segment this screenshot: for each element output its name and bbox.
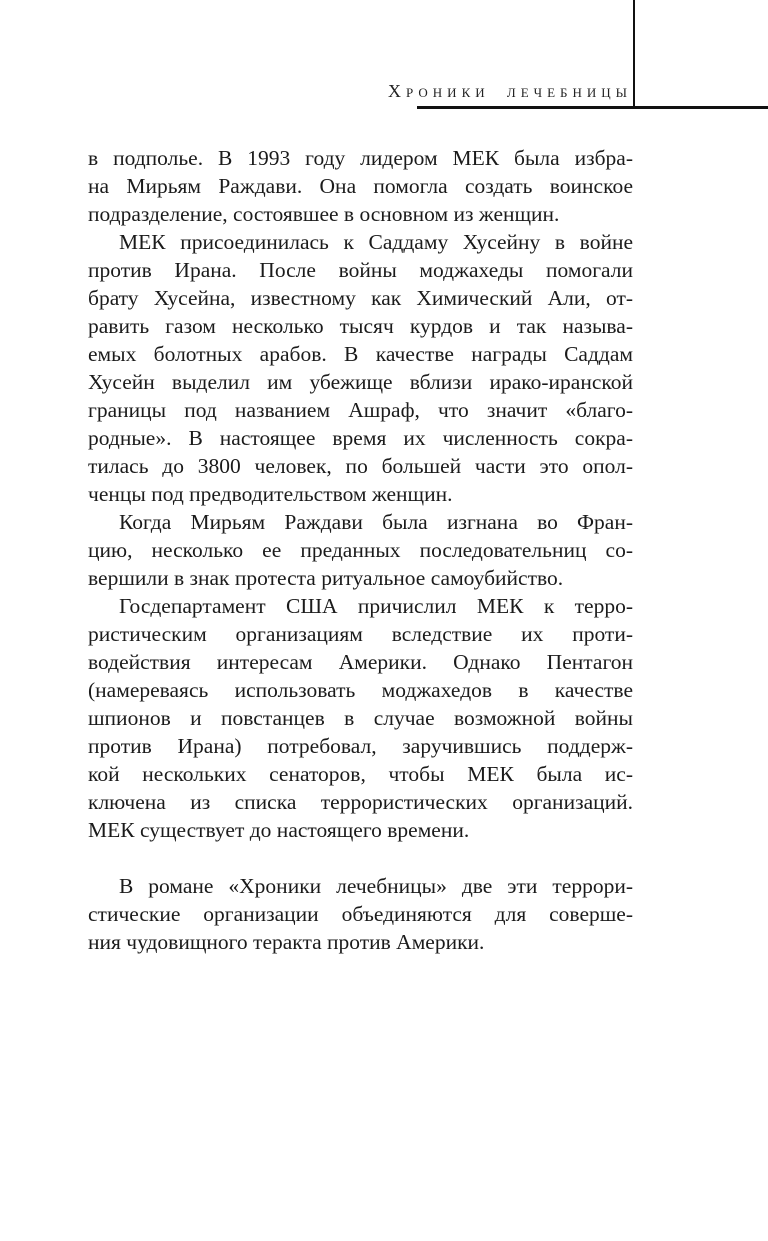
text-line: кой нескольких сенаторов, чтобы МЕК была ис- bbox=[88, 762, 633, 786]
header-vertical-rule bbox=[633, 0, 635, 106]
text-line: против Ирана) потребовал, заручившись поддерж- bbox=[88, 734, 633, 758]
text-line: подразделение, состоявшее в основном из женщин. bbox=[88, 202, 560, 226]
text-line: стические организации объединяются для соверше- bbox=[88, 902, 633, 926]
text-line: МЕК существует до настоящего времени. bbox=[88, 818, 470, 842]
text-line: В романе «Хроники лечебницы» две эти террори- bbox=[119, 874, 633, 898]
text-line: ключена из списка террористических организаций. bbox=[88, 790, 633, 814]
text-line: границы под названием Ашраф, что значит «благо- bbox=[88, 398, 633, 422]
running-header-title: ХРОНИКИ ЛЕЧЕБНИЦЫ bbox=[388, 81, 632, 101]
header-horizontal-rule bbox=[417, 106, 768, 109]
text-line: на Мирьям Раждави. Она помогла создать воинское bbox=[88, 174, 633, 198]
paragraph bbox=[88, 508, 633, 592]
text-line: (намереваясь использовать моджахедов в качестве bbox=[88, 678, 633, 702]
text-line: против Ирана. После войны моджахеды помогали bbox=[88, 258, 633, 282]
paragraph bbox=[88, 592, 633, 844]
text-line: цию, несколько ее преданных последовательниц со- bbox=[88, 538, 633, 562]
text-line: брату Хусейна, известному как Химический Али, от- bbox=[88, 286, 633, 310]
text-line: МЕК присоединилась к Саддаму Хусейну в войне bbox=[119, 230, 633, 254]
paragraph bbox=[88, 872, 633, 956]
text-line: шпионов и повстанцев в случае возможной войны bbox=[88, 706, 633, 730]
text-line: емых болотных арабов. В качестве награды Саддам bbox=[88, 342, 633, 366]
text-line: Госдепартамент США причислил МЕК к терро- bbox=[119, 594, 633, 618]
text-line: ния чудовищного теракта против Америки. bbox=[88, 930, 485, 954]
text-line: в подполье. В 1993 году лидером МЕК была избра- bbox=[88, 146, 633, 170]
text-line: Когда Мирьям Раждави была изгнана во Фран- bbox=[119, 510, 633, 534]
body-text bbox=[88, 144, 633, 956]
text-line: равить газом несколько тысяч курдов и так называ- bbox=[88, 314, 633, 338]
text-line: тилась до 3800 человек, по большей части это опол- bbox=[88, 454, 633, 478]
paragraph bbox=[88, 144, 633, 228]
text-line: водействия интересам Америки. Однако Пентагон bbox=[88, 650, 633, 674]
text-line: вершили в знак протеста ритуальное самоубийство. bbox=[88, 566, 564, 590]
text-line: ристическим организациям вследствие их проти- bbox=[88, 622, 633, 646]
paragraph bbox=[88, 228, 633, 508]
text-line: ченцы под предводительством женщин. bbox=[88, 482, 453, 506]
text-line: родные». В настоящее время их численность сокра- bbox=[88, 426, 633, 450]
text-line: Хусейн выделил им убежище вблизи ирако-иранской bbox=[88, 370, 633, 394]
